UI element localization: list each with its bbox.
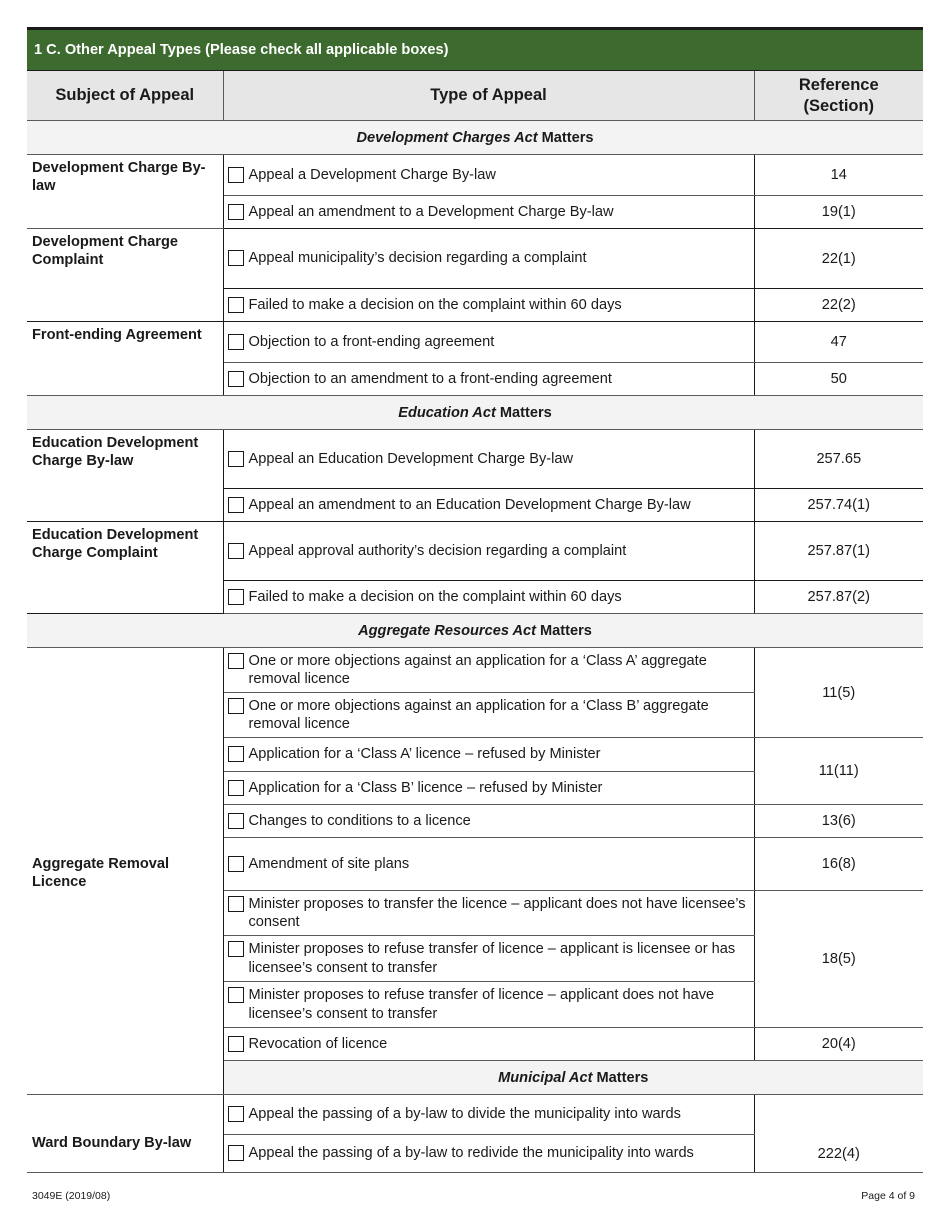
option-label: Objection to a front-ending agreement [248,333,495,350]
reference-value: 257.74(1) [754,489,923,522]
table-row [27,155,923,196]
reference-value: 257.87(1) [754,522,923,581]
reference-value: 257.65 [754,430,923,489]
page-number: Page 4 of 9 [861,1190,915,1202]
appeal-types-table [27,27,923,1173]
option-objection-front-ending[interactable] [228,333,748,351]
group-aggregate-resources-act [27,614,923,648]
option-label: Minister proposes to refuse transfer of licence – applicant is licensee or has licensee’s consent to transfer [248,941,736,976]
checkbox[interactable] [228,334,244,350]
option-appeal-education-dc-bylaw-amendment[interactable] [228,496,748,514]
reference-value: 22(1) [754,229,923,289]
checkbox[interactable] [228,1145,244,1161]
section-header [27,29,923,71]
option-label: Appeal municipality’s decision regarding a complaint [248,250,587,267]
option-objection-class-b[interactable] [228,697,748,733]
option-changes-to-conditions[interactable] [228,812,748,830]
option-appeal-approval-authority-decision[interactable] [228,542,748,560]
option-label: Failed to make a decision on the complaint within 60 days [248,588,622,605]
reference-value: 11(11) [754,738,923,805]
table-row [27,1095,923,1135]
option-label: Minister proposes to refuse transfer of licence – applicant does not have licensee’s consent to transfer [248,987,715,1022]
option-class-a-refused[interactable] [228,745,748,763]
option-revocation-licence[interactable] [228,1035,748,1053]
checkbox[interactable] [228,451,244,467]
group-development-charges-act [27,121,923,155]
option-label: Minister proposes to transfer the licence – applicant does not have licensee’s consent [248,895,746,930]
option-failed-decision-complaint[interactable] [228,296,748,314]
option-label: Appeal approval authority’s decision regarding a complaint [248,542,627,559]
checkbox[interactable] [228,698,244,714]
group-education-act [27,396,923,430]
checkbox[interactable] [228,780,244,796]
reference-value: 47 [754,322,923,363]
group-act-name: Development Charges Act [356,129,538,146]
checkbox[interactable] [228,987,244,1003]
option-label: Application for a ‘Class B’ licence – refused by Minister [248,779,603,796]
subject-development-charge-bylaw: Development Charge By-law [27,155,223,229]
reference-value: 257.87(2) [754,581,923,614]
checkbox[interactable] [228,543,244,559]
checkbox[interactable] [228,297,244,313]
group-suffix: Matters [535,622,592,639]
group-act-name: Education Act [398,404,496,421]
reference-value: 14 [754,155,923,196]
subject-education-dc-bylaw: Education Development Charge By-law [27,430,223,522]
checkbox[interactable] [228,167,244,183]
checkbox[interactable] [228,653,244,669]
reference-value: 22(2) [754,289,923,322]
option-label: Appeal an amendment to an Education Development Charge By-law [248,496,691,513]
option-label: Failed to make a decision on the complaint within 60 days [248,296,622,313]
section-title: 1 C. Other Appeal Types (Please check all applicable boxes) [27,29,923,71]
subject-column-header: Subject of Appeal [27,71,223,121]
option-label: Appeal an Education Development Charge By-law [248,450,573,467]
checkbox[interactable] [228,589,244,605]
option-refuse-transfer-licensee[interactable] [228,940,748,976]
option-appeal-divide-wards[interactable] [228,1105,748,1123]
table-row [27,322,923,363]
option-label: Changes to conditions to a licence [248,812,471,829]
option-label: Appeal the passing of a by-law to divide the municipality into wards [248,1106,681,1123]
reference-value: 222(4) [754,1095,923,1173]
option-label: Appeal a Development Charge By-law [248,166,496,183]
subject-front-ending-agreement: Front-ending Agreement [27,322,223,396]
form-id: 3049E (2019/08) [32,1190,111,1202]
checkbox[interactable] [228,1106,244,1122]
checkbox[interactable] [228,813,244,829]
option-appeal-redivide-wards[interactable] [228,1144,748,1162]
option-label: One or more objections against an application for a ‘Class A’ aggregate removal licence [248,652,707,687]
reference-value: 20(4) [754,1028,923,1061]
reference-value: 13(6) [754,805,923,838]
option-refuse-transfer-no-consent[interactable] [228,986,748,1022]
option-amendment-site-plans[interactable] [228,855,748,873]
option-objection-class-a[interactable] [228,652,748,688]
type-column-header: Type of Appeal [223,71,754,121]
reference-value: 18(5) [754,891,923,1028]
option-failed-decision-education-complaint[interactable] [228,588,748,606]
column-header-row [27,71,923,121]
option-label: Objection to an amendment to a front-ending agreement [248,370,612,387]
reference-value: 11(5) [754,648,923,738]
table-row [27,430,923,489]
option-label: One or more objections against an application for a ‘Class B’ aggregate removal licence [248,697,709,732]
subject-ward-boundary-bylaw: Ward Boundary By-law [27,1095,223,1173]
option-appeal-municipality-decision[interactable] [228,249,748,267]
reference-value: 50 [754,363,923,396]
option-label: Appeal the passing of a by-law to redivide the municipality into wards [248,1145,694,1162]
checkbox[interactable] [228,204,244,220]
subject-development-charge-complaint: Development Charge Complaint [27,229,223,322]
checkbox[interactable] [228,746,244,762]
option-appeal-education-dc-bylaw[interactable] [228,450,748,468]
checkbox[interactable] [228,856,244,872]
checkbox[interactable] [228,896,244,912]
group-suffix: Matters [592,1069,649,1086]
checkbox[interactable] [228,941,244,957]
group-act-name: Aggregate Resources Act [358,622,536,639]
reference-header-text: Reference (Section) [798,75,879,115]
checkbox[interactable] [228,497,244,513]
option-class-b-refused[interactable] [228,779,748,797]
group-suffix: Matters [495,404,552,421]
table-row [27,648,923,693]
option-label: Revocation of licence [248,1035,388,1052]
reference-column-header [754,71,923,121]
reference-value: 19(1) [754,196,923,229]
subject-education-dc-complaint: Education Development Charge Complaint [27,522,223,614]
option-appeal-dc-bylaw-amendment[interactable] [228,203,748,221]
option-objection-front-ending-amendment[interactable] [228,370,748,388]
group-act-name: Municipal Act [498,1069,593,1086]
option-label: Application for a ‘Class A’ licence – refused by Minister [248,746,601,763]
option-appeal-dc-bylaw[interactable] [228,166,748,184]
reference-value: 16(8) [754,838,923,891]
option-label: Appeal an amendment to a Development Charge By-law [248,203,614,220]
table-row [27,522,923,581]
checkbox[interactable] [228,250,244,266]
subject-aggregate-removal-licence: Aggregate Removal Licence [27,648,223,1095]
checkbox[interactable] [228,1036,244,1052]
group-suffix: Matters [537,129,594,146]
table-row [27,229,923,289]
checkbox[interactable] [228,371,244,387]
option-transfer-no-consent[interactable] [228,895,748,931]
option-label: Amendment of site plans [248,855,410,872]
